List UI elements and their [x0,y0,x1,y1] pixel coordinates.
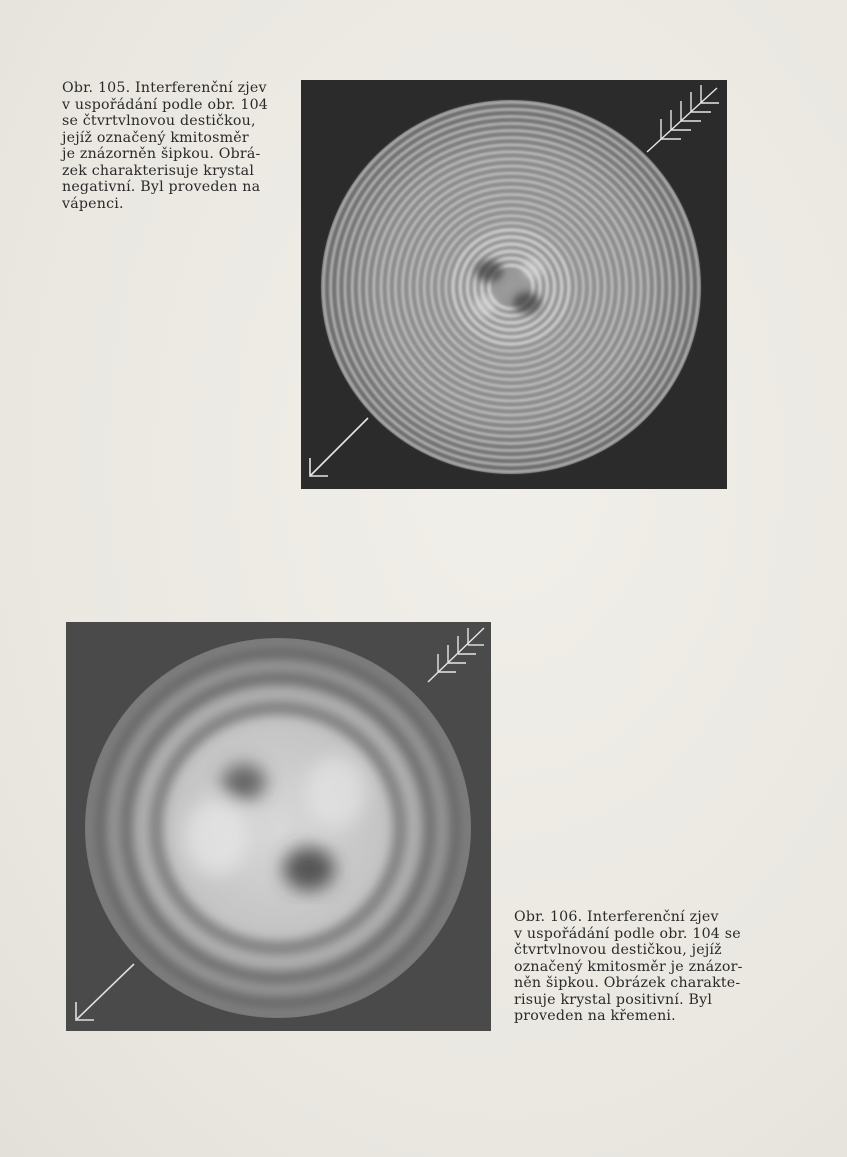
caption-line: je znázorněn šipkou. Obrá- [62,146,261,162]
figure-105-photo [301,80,727,489]
caption-line: proveden na křemeni. [514,1008,676,1024]
figure-106-photo [66,622,491,1031]
caption-line: označený kmitosměr je znázor- [514,958,743,975]
caption-line: čtvrtvlnovou destičkou, jejíž [514,942,722,958]
caption-line: něn šipkou. Obrázek charakte- [514,975,741,991]
caption-line: risuje krystal positivní. Byl [514,991,713,1008]
caption-line: v uspořádání podle obr. 104 se [514,925,741,942]
caption-line: zek charakterisuje krystal [62,162,255,179]
caption-line: Obr. 105. Interferenční zjev [62,80,267,96]
caption-line: v uspořádání podle obr. 104 [62,96,269,113]
figure-105-caption [62,80,274,212]
caption-line: jejíž označený kmitosměr [62,129,249,146]
interference-pattern-positive [66,622,491,1031]
caption-line: negativní. Byl proveden na [62,179,261,195]
figure-106-caption [514,909,761,1025]
caption-line: se čtvrtvlnovou destičkou, [62,113,256,129]
caption-line: vápenci. [62,195,124,212]
caption-line: Obr. 106. Interferenční zjev [514,909,719,925]
interference-pattern-negative [301,80,727,489]
